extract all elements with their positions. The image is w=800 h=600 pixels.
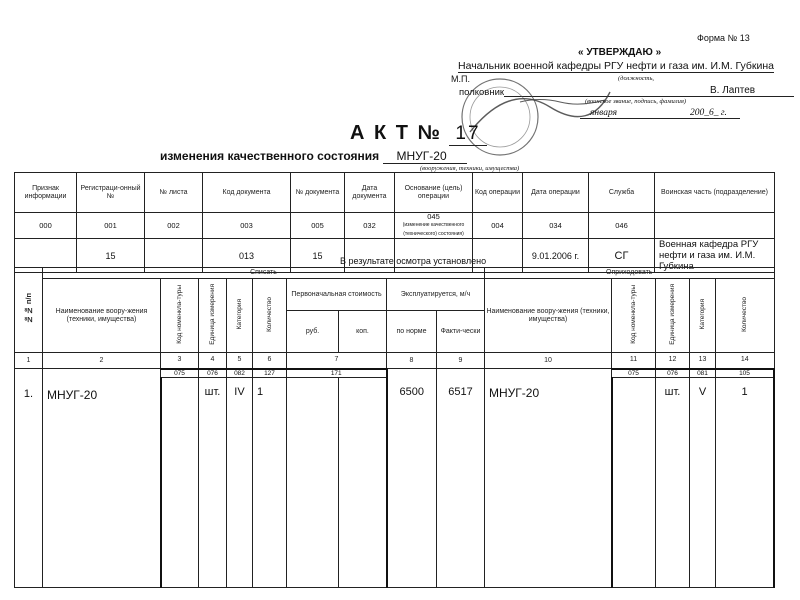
- code-cell: 075: [161, 369, 199, 378]
- row-rub: [287, 378, 339, 588]
- col-number: 11: [612, 353, 656, 369]
- th-reg-no: Регистраци-онный №: [77, 173, 145, 213]
- form-number: [697, 33, 750, 43]
- th-norm: по норме: [387, 311, 437, 353]
- th-doc-no: № документа: [291, 173, 345, 213]
- code-cell-empty: [15, 369, 43, 378]
- act-number: 17: [449, 123, 486, 146]
- signer-name: В. Лаптев: [710, 85, 756, 96]
- col-number: 4: [199, 353, 227, 369]
- row-name: МНУГ-20: [43, 378, 161, 588]
- th-basis: Основание (цель) операции: [395, 173, 473, 213]
- code-cell: 000: [15, 213, 77, 239]
- code-cell: 081: [690, 369, 716, 378]
- th-actual: Факти-чески: [437, 311, 485, 353]
- code-basis-note: (изменение качественного (технического) состояния): [402, 222, 465, 237]
- th-name-2: Наименование воору-жения (техники, имущества): [485, 279, 612, 353]
- th-qty-2: [716, 279, 775, 353]
- row-qty: 1: [253, 378, 287, 588]
- th-service: Служба: [589, 173, 655, 213]
- th-priznak: Признак информации: [15, 173, 77, 213]
- th-doc-date: Дата документа: [345, 173, 395, 213]
- code-cell-empty: [437, 369, 485, 378]
- th-no: [15, 268, 43, 353]
- position-hint: (должность,: [618, 75, 655, 82]
- subtitle-item: МНУГ-20: [383, 149, 467, 164]
- row-nom-code: [161, 378, 199, 588]
- value-cell: Военная кафедра РГУ нефти и газа им. И.М. Губкина: [655, 239, 775, 273]
- code-cell-empty: [43, 369, 161, 378]
- code-cell-empty: [485, 369, 612, 378]
- code-cell: 075: [612, 369, 656, 378]
- col-number: 13: [690, 353, 716, 369]
- th-category: [227, 279, 253, 353]
- code-cell: 171: [287, 369, 387, 378]
- row-unit: шт.: [199, 378, 227, 588]
- col-number: 2: [43, 353, 161, 369]
- col-number: 3: [161, 353, 199, 369]
- col-number: 5: [227, 353, 253, 369]
- table-row: [15, 378, 775, 588]
- row-category-2: V: [690, 378, 716, 588]
- mp-label: М.П.: [451, 74, 470, 84]
- top-header-row: [15, 173, 775, 213]
- th-qty-2-text: Количество: [741, 296, 749, 332]
- code-cell: 105: [716, 369, 775, 378]
- sign-hint: (воинское звание, подпись, фамилия): [585, 98, 687, 105]
- th-unit-text: Единица измерения: [209, 283, 216, 345]
- item-hint: (вооружения, техники, имущества): [420, 165, 520, 172]
- th-unit-2: [656, 279, 690, 353]
- col-number: 6: [253, 353, 287, 369]
- row-qty-2: 1: [716, 378, 775, 588]
- code-cell: 076: [199, 369, 227, 378]
- col-number: 7: [287, 353, 387, 369]
- col-number: 9: [437, 353, 485, 369]
- code-cell: 002: [145, 213, 203, 239]
- seal-stamp: [440, 62, 620, 162]
- form-no: № 13: [727, 33, 750, 43]
- code-cell: 032: [345, 213, 395, 239]
- value-cell: СГ: [589, 239, 655, 273]
- column-header-row: [15, 279, 775, 311]
- th-doc-code: Код документа: [203, 173, 291, 213]
- code-basis: 045: [427, 212, 440, 221]
- col-number: 10: [485, 353, 612, 369]
- th-name: Наименование воору-жения (техники, имущества): [43, 279, 161, 353]
- th-op-date: Дата операции: [523, 173, 589, 213]
- row-norm: 6500: [387, 378, 437, 588]
- row-unit-2: шт.: [656, 378, 690, 588]
- th-qty-text: Количество: [266, 296, 273, 332]
- approve-heading: « УТВЕРЖДАЮ »: [578, 47, 662, 58]
- th-nom-code: [161, 279, 199, 353]
- col-number: 12: [656, 353, 690, 369]
- code-cell: 001: [77, 213, 145, 239]
- code-cell: [655, 213, 775, 239]
- row-actual: 6517: [437, 378, 485, 588]
- code-cell-empty: [387, 369, 437, 378]
- th-initial-cost: Первоначальная стоимость: [287, 279, 387, 311]
- code-cell: 082: [227, 369, 253, 378]
- th-sheet-no: № листа: [145, 173, 203, 213]
- th-nom-code-text: Код номенкла-туры: [176, 284, 183, 344]
- th-unit: Воинская часть (подразделение): [655, 173, 775, 213]
- th-nom-code-2-text: Код номенкла-туры: [630, 284, 637, 344]
- row-category: IV: [227, 378, 253, 588]
- row-kop: [339, 378, 387, 588]
- col-number: 8: [387, 353, 437, 369]
- row-name-2: МНУГ-20: [485, 378, 612, 588]
- act-subtitle: [160, 149, 467, 164]
- column-number-row: [15, 353, 775, 369]
- code-cell: 034: [523, 213, 589, 239]
- th-exploit: Эксплуатируется, м/ч: [387, 279, 485, 311]
- code-cell: 127: [253, 369, 287, 378]
- act-label: А К Т №: [350, 122, 442, 144]
- code-cell: 076: [656, 369, 690, 378]
- th-nom-code-2: [612, 279, 656, 353]
- act-title: [350, 122, 487, 146]
- value-cell: 013: [203, 239, 291, 273]
- form-label: Форма: [697, 33, 726, 43]
- th-unit-2-text: Единица измерения: [669, 283, 676, 345]
- value-cell: 9.01.2006 г.: [523, 239, 589, 273]
- main-table: [14, 267, 775, 588]
- th-kop: коп.: [339, 311, 387, 353]
- th-receive: Оприходовать: [485, 268, 775, 279]
- code-cell: 046: [589, 213, 655, 239]
- th-category-2-text: Категория: [699, 298, 706, 330]
- th-no-text: №№ п/п: [24, 292, 33, 325]
- head-title-text: Начальник военной кафедры РГУ нефти и газа им. И.М. Губкина: [458, 60, 774, 72]
- th-rub: руб.: [287, 311, 339, 353]
- code-cell: 005: [291, 213, 345, 239]
- th-category-2: [690, 279, 716, 353]
- value-cell: 15: [291, 239, 345, 273]
- th-category-text: Категория: [236, 298, 243, 330]
- subtitle-text: изменения качественного состояния: [160, 149, 380, 163]
- th-qty: [253, 279, 287, 353]
- th-unit: [199, 279, 227, 353]
- code-cell: 004: [473, 213, 523, 239]
- row-nom-code-2: [612, 378, 656, 588]
- value-cell: 15: [77, 239, 145, 273]
- date-month: января: [590, 108, 617, 118]
- col-number: 14: [716, 353, 775, 369]
- group-header-row: [15, 268, 775, 279]
- th-writeoff: Списать: [43, 268, 485, 279]
- top-code-row: [15, 213, 775, 239]
- code-cell: [395, 213, 473, 239]
- row-no: 1.: [15, 378, 43, 588]
- result-header: В результате осмотра установлено: [340, 256, 487, 266]
- code-cell: 003: [203, 213, 291, 239]
- main-code-row: [15, 369, 775, 378]
- date-year: 200_6_ г.: [690, 108, 727, 118]
- rank-label: полковник: [459, 87, 505, 98]
- th-op-code: Код операции: [473, 173, 523, 213]
- col-number: 1: [15, 353, 43, 369]
